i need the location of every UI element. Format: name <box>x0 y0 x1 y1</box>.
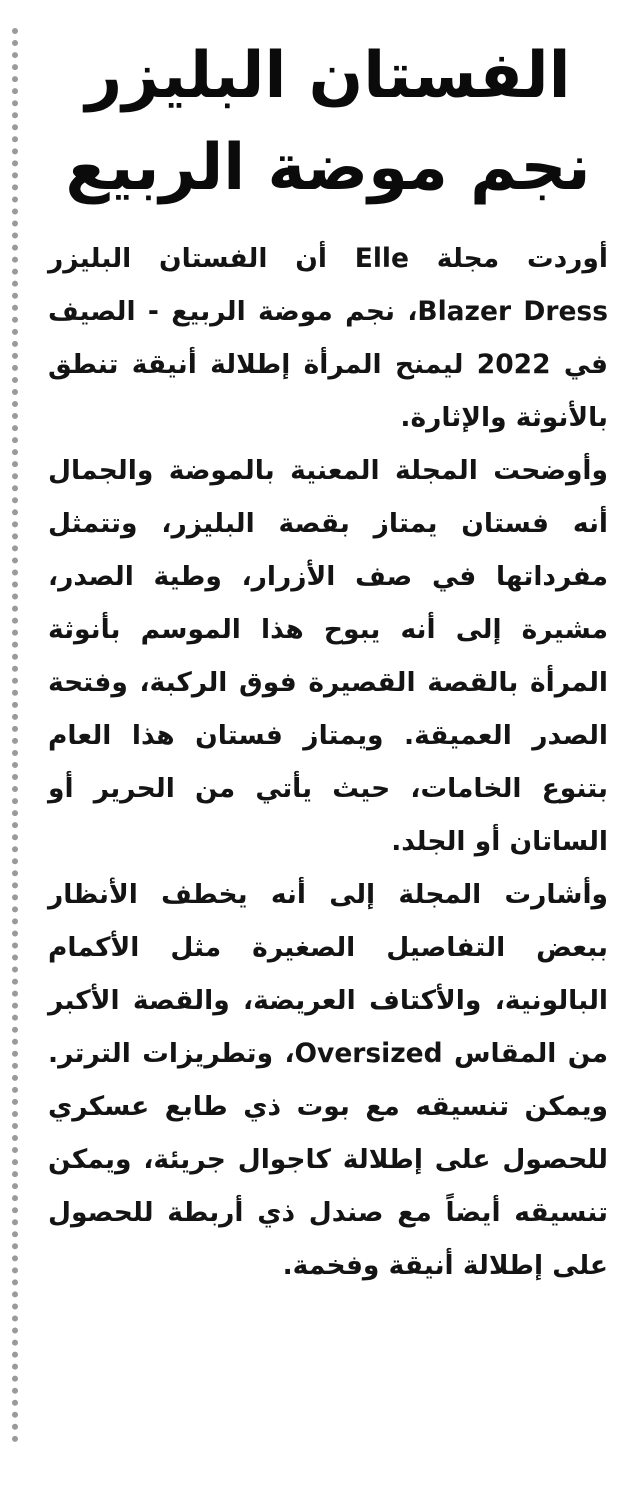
paragraph-intro: أوردت مجلة Elle أن الفستان البليزر Blazer Dress، نجم موضة الربيع - الصيف في 2022 ليمنح المرأة إطلالة أنيقة تنطق بالأنوثة والإثارة. <box>48 243 609 433</box>
dotted-column-rule <box>12 28 18 1443</box>
article-headline <box>48 30 608 214</box>
paragraph-description: وأوضحت المجلة المعنية بالموضة والجمال أنه فستان يمتاز بقصة البليزر، وتتمثل مفرداتها في صف الأزرار، وطية الصدر، مشيرة إلى أنه يبوح هذا الموسم بأنوثة المرأة بالقصة القصيرة فوق الركبة، وفتحة الصدر العميقة. ويمتاز فستان هذا العام بتنوع الخامات، حيث يأتي من الحرير أو الساتان أو الجلد. <box>48 455 608 857</box>
article-body <box>48 232 608 1292</box>
paragraph-styling: وأشارت المجلة إلى أنه يخطف الأنظار ببعض التفاصيل الصغيرة مثل الأكمام البالونية، والأكتاف العريضة، والقصة الأكبر من المقاس Oversized، وتطريزات الترتر. ويمكن تنسيقه مع بوت ذي طابع عسكري للحصول على إطلالة كاجوال جريئة، ويمكن تنسيقه أيضاً مع صندل ذي أربطة للحصول على إطلالة أنيقة وفخمة. <box>48 879 608 1281</box>
headline-line-2: نجم موضة الربيع <box>65 131 591 205</box>
headline-line-1: الفستان البليزر <box>85 39 571 113</box>
article <box>48 30 608 1292</box>
